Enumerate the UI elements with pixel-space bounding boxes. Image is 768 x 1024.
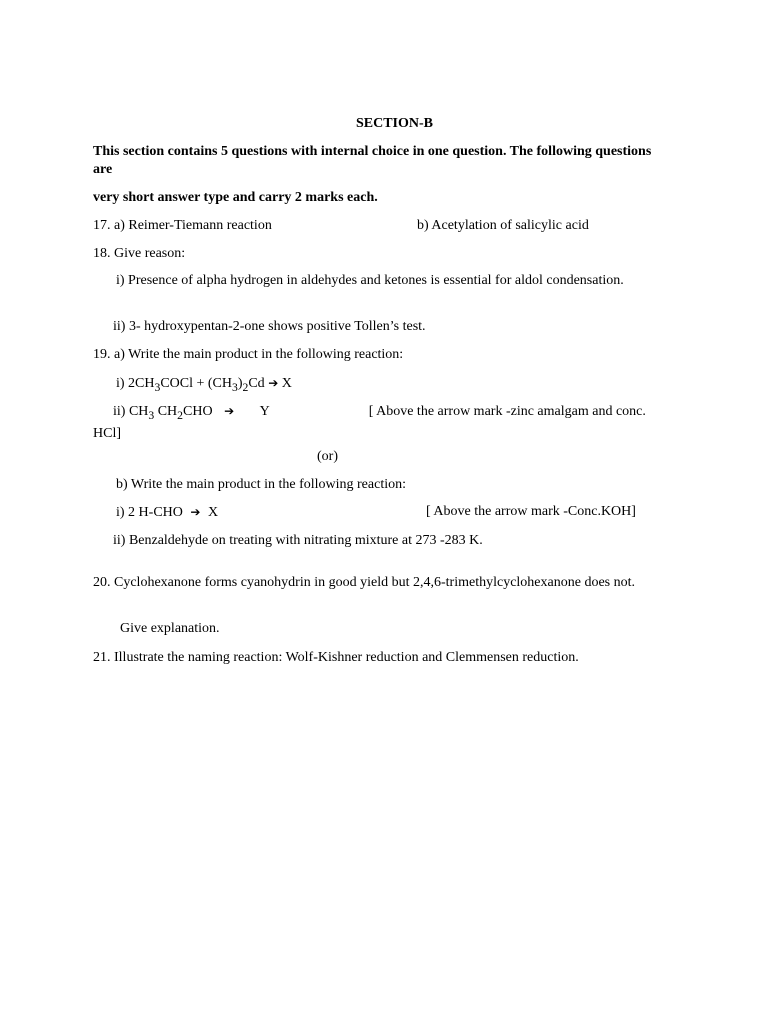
question-19-b-part-ii: ii) Benzaldehyde on treating with nitrating mixture at 273 -283 K.	[113, 533, 483, 548]
reaction-condition-note: [ Above the arrow mark -Conc.KOH]	[426, 504, 636, 519]
question-19-b-stem: b) Write the main product in the following reaction:	[116, 477, 406, 492]
subscript: 3	[148, 408, 155, 422]
reaction-product: Y	[259, 404, 270, 419]
question-20: 20. Cyclohexanone forms cyanohydrin in good yield but 2,4,6-trimethylcyclohexanone does not.	[93, 575, 635, 590]
reaction-arrow-icon: ➔	[224, 404, 235, 418]
reaction-text: CHO	[183, 404, 213, 419]
question-20-follow-up: Give explanation.	[120, 621, 220, 636]
question-18-stem: 18. Give reason:	[93, 246, 186, 261]
section-title: SECTION-B	[355, 116, 434, 131]
subscript: 2	[177, 408, 183, 422]
question-21: 21. Illustrate the naming reaction: Wolf-Kishner reduction and Clemmensen reduction.	[93, 650, 579, 665]
subscript: 3	[232, 380, 238, 394]
section-instructions-continued: very short answer type and carry 2 marks each.	[93, 190, 378, 205]
reaction-condition-note: [ Above the arrow mark -zinc amalgam and conc. HCl]	[93, 404, 646, 441]
question-17-part-b: b) Acetylation of salicylic acid	[417, 218, 589, 233]
reaction-text: CH	[154, 404, 178, 419]
subscript: 3	[154, 380, 161, 394]
reaction-product: X	[207, 505, 219, 520]
question-19-a-stem: 19. a) Write the main product in the following reaction:	[93, 347, 404, 362]
reaction-text: Cd	[248, 376, 265, 391]
reaction-arrow-icon: ➔	[190, 505, 201, 519]
question-17	[93, 217, 673, 235]
reaction-product: X	[281, 376, 292, 391]
reaction-text: i) 2 H-CHO	[116, 505, 183, 520]
section-instructions: This section contains 5 questions with internal choice in one question. The following questions are	[93, 144, 652, 177]
reaction-arrow-icon: ➔	[268, 376, 279, 390]
question-17-part-a: 17. a) Reimer-Tiemann reaction	[93, 218, 272, 233]
question-19-a-reaction-ii	[93, 402, 673, 443]
question-19-b-reaction-i	[116, 503, 676, 522]
reaction-text: COCl + (CH	[160, 376, 233, 391]
question-18-part-ii: ii) 3- hydroxypentan-2-one shows positive Tollen’s test.	[113, 319, 426, 334]
subscript: 2	[242, 380, 249, 394]
question-19-a-reaction-i	[116, 374, 696, 397]
reaction-text: i) 2CH	[116, 376, 155, 391]
reaction-text: ii) CH	[113, 404, 149, 419]
or-separator: (or)	[317, 449, 338, 464]
question-18-part-i: i) Presence of alpha hydrogen in aldehydes and ketones is essential for aldol condensation.	[116, 273, 624, 288]
reaction-text: )	[237, 376, 243, 391]
